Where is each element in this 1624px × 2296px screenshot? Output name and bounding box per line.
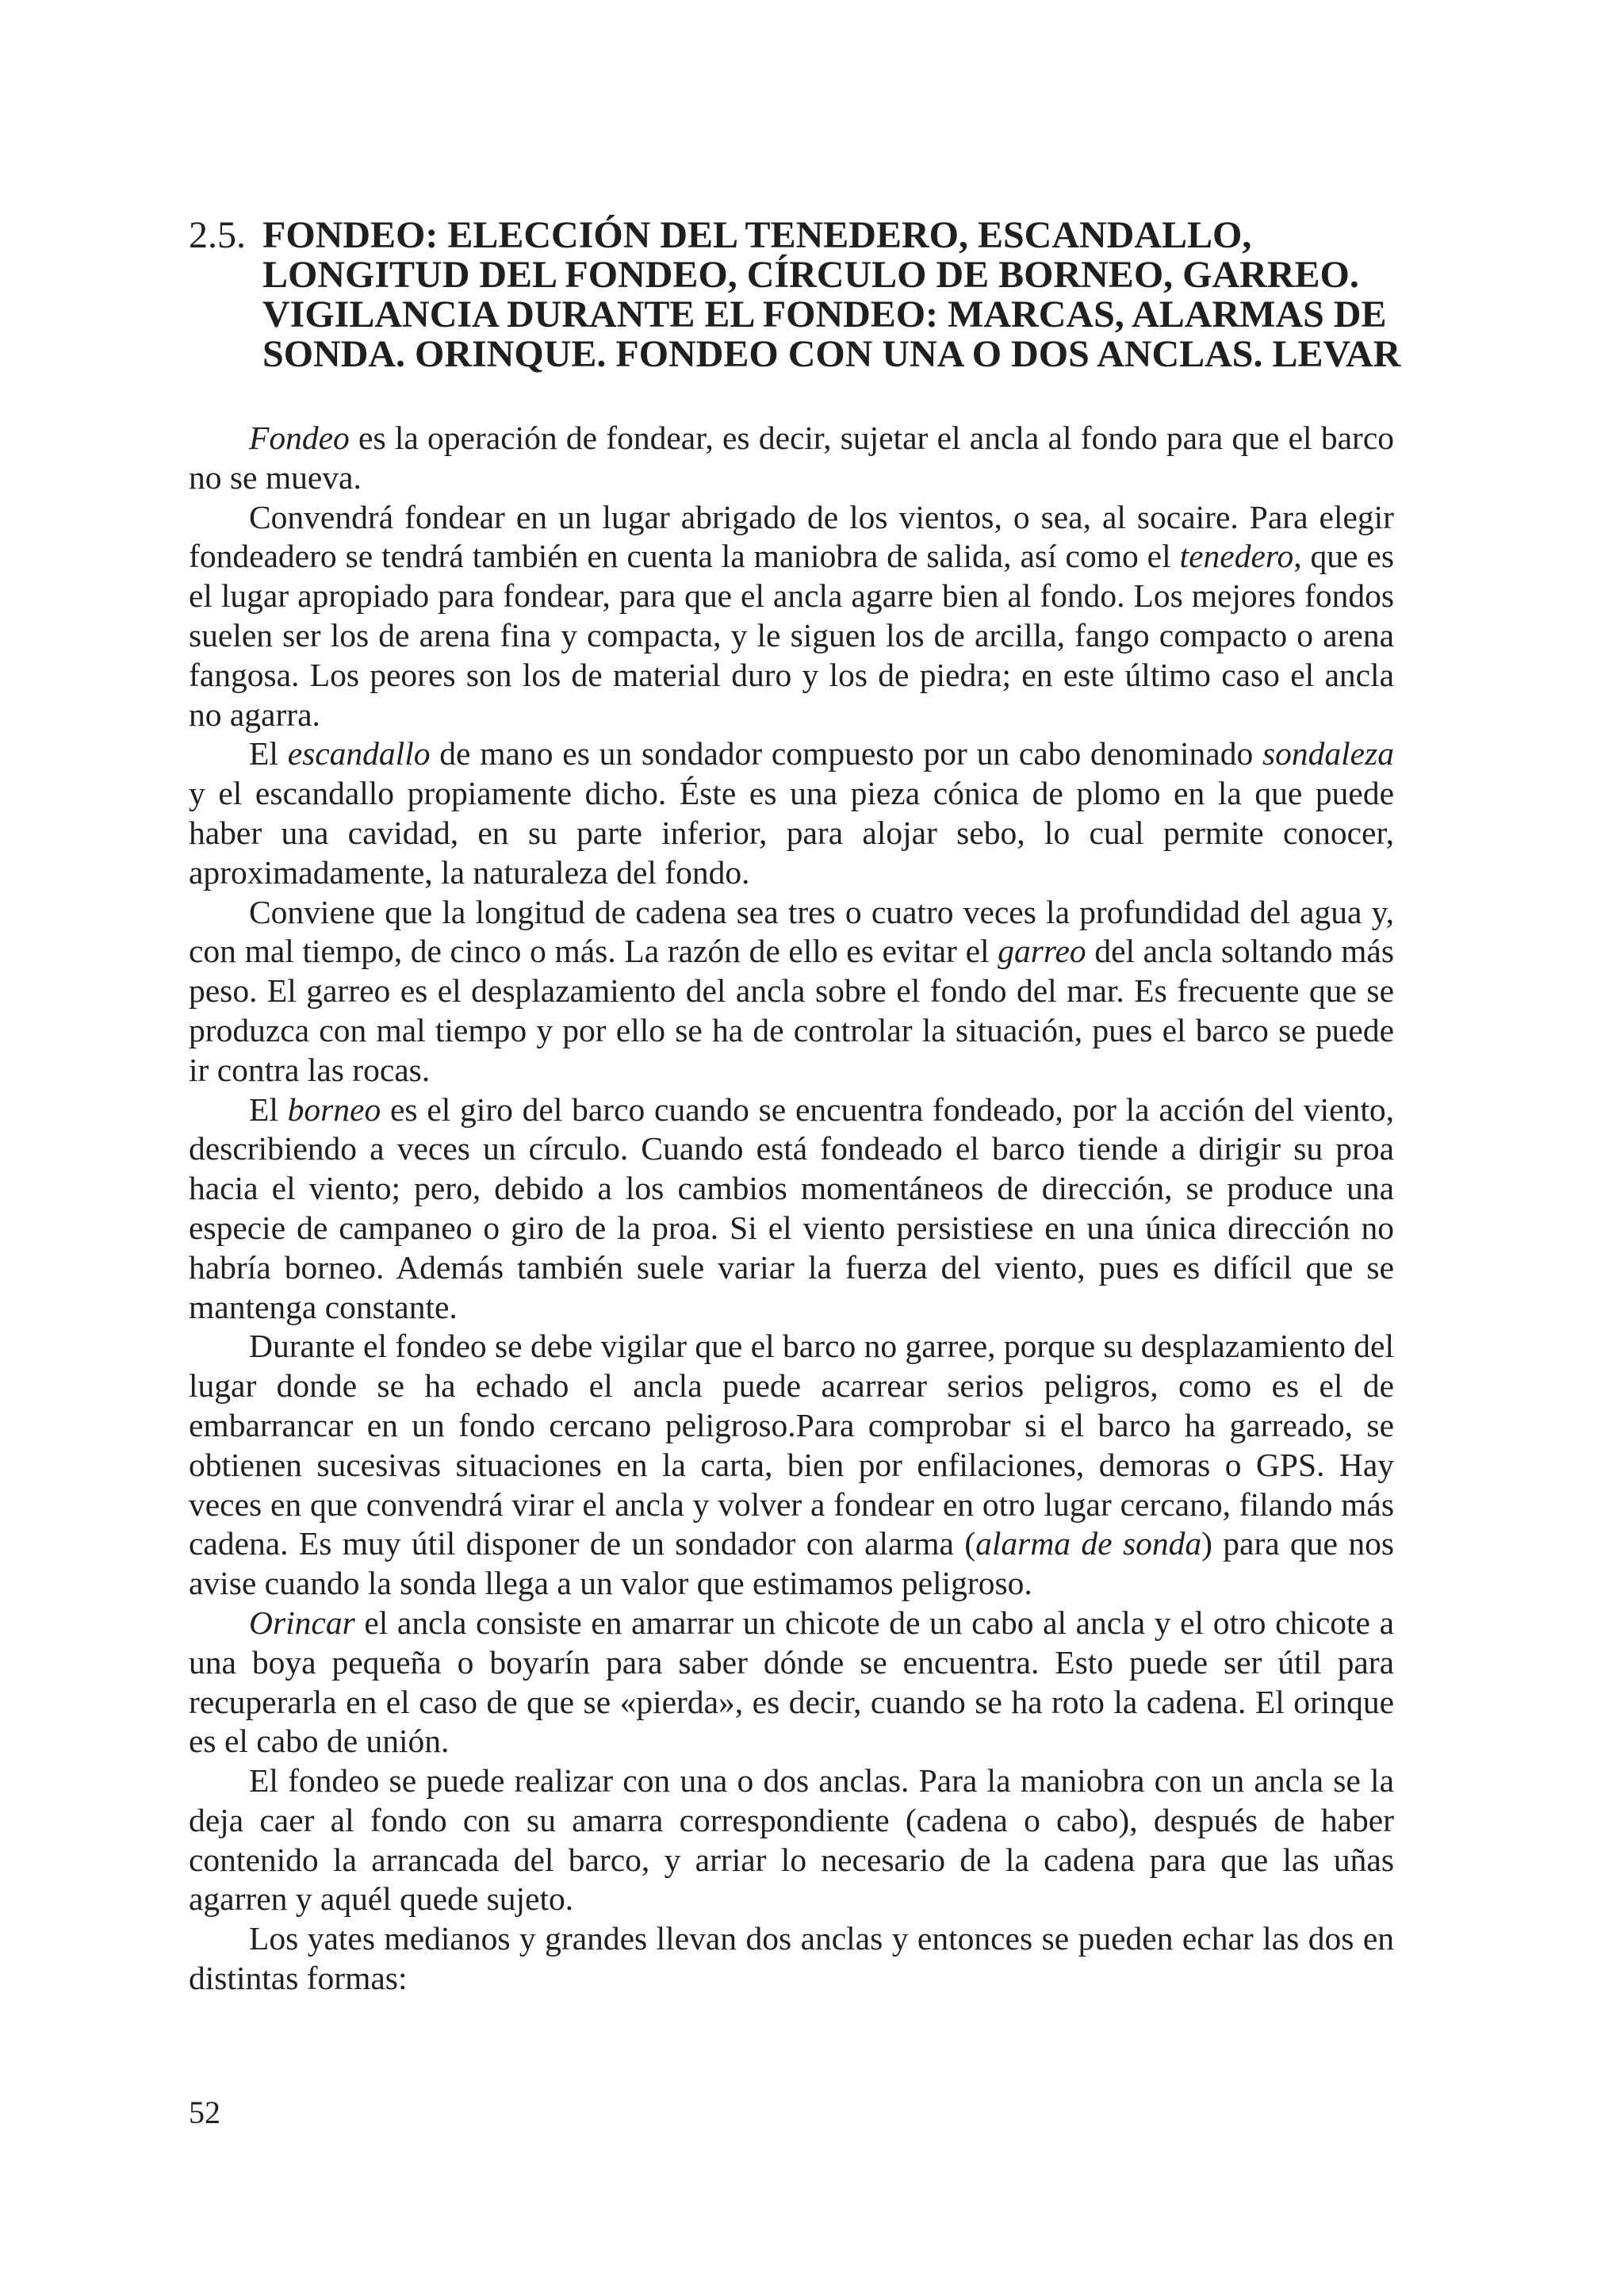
paragraph-fondeo: Fondeo es la operación de fondear, es decir, sujetar el ancla al fondo para que el barco no se mueva. xyxy=(189,420,1394,496)
paragraph-escandallo: El escandallo de mano es un sondador compuesto por un cabo denominado sondaleza y el escandallo propiamente dicho. Éste es una pieza cónica de plomo en la que puede haber una cavidad, en su parte inferior, para alojar sebo, lo cual permite conocer, aproximadamente, la naturaleza del fondo. xyxy=(189,735,1394,891)
paragraph-vigilancia: Durante el fondeo se debe vigilar que el barco no garree, porque su desplazamiento del lugar donde se ha echado el ancla puede acarrear serios peligros, como es el de embarrancar en un fondo cercano peligroso.Para comprobar si el barco ha garreado, se obtienen sucesivas situaciones en la carta, bien por enfilaciones, demoras o GPS. Hay veces en que convendrá virar el ancla y volver a fondear en otro lugar cercano, filando más cadena. Es muy útil disponer de un sondador con alarma (alarma de sonda) para que nos avise cuando la sonda llega a un valor que estimamos peligroso. xyxy=(189,1328,1394,1602)
section-title xyxy=(262,214,1401,375)
section-title-line: FONDEO: ELECCIÓN DEL TENEDERO, ESCANDALLO, xyxy=(262,214,1252,256)
body-text xyxy=(189,419,1394,1999)
term-garreo: garreo xyxy=(998,933,1086,970)
paragraph-una-o-dos-anclas: El fondeo se puede realizar con una o dos anclas. Para la maniobra con un ancla se la deja caer al fondo con su amarra correspondiente (cadena o cabo), después de haber contenido la arrancada del barco, y arriar lo necesario de la cadena para que las uñas agarren y aquél quede sujeto. xyxy=(189,1762,1394,1918)
section-number: 2.5. xyxy=(189,214,246,256)
term-tenedero: tenedero xyxy=(1179,538,1294,575)
term-borneo: borneo xyxy=(287,1091,381,1128)
paragraph-borneo: El borneo es el giro del barco cuando se encuentra fondeado, por la acción del viento, describiendo a veces un círculo. Cuando está fondeado el barco tiende a dirigir su proa hacia el viento; pero, debido a los cambios momentáneos de dirección, se produce una especie de campaneo o giro de la proa. Si el viento persistiese en una única dirección no habría borneo. Además también suele variar la fuerza del viento, pues es difícil que se mantenga constante. xyxy=(189,1091,1394,1325)
term-escandallo: escandallo xyxy=(287,735,431,772)
paragraph-orinque: Orincar el ancla consiste en amarrar un chicote de un cabo al ancla y el otro chicote a una boya pequeña o boyarín para saber dónde se encuentra. Esto puede ser útil para recuperarla en el caso de que se «pierda», es decir, cuando se ha roto la cadena. El orinque es el cabo de unión. xyxy=(189,1604,1394,1760)
section-title-line: SONDA. ORINQUE. FONDEO CON UNA O DOS ANCLAS. LEVAR xyxy=(262,333,1401,375)
paragraph-yates: Los yates medianos y grandes llevan dos anclas y entonces se pueden echar las dos en distintas formas: xyxy=(189,1920,1394,1997)
term-sondaleza: sondaleza xyxy=(1262,735,1394,772)
term-alarma-de-sonda: alarma de sonda xyxy=(975,1525,1202,1562)
paragraph-socaire: Convendrá fondear en un lugar abrigado de los vientos, o sea, al socaire. Para elegir fondeadero se tendrá también en cuenta la maniobra de salida, así como el tenedero, que es el lugar apropiado para fondear, para que el ancla agarre bien al fondo. Los mejores fondos suelen ser los de arena fina y compacta, y le siguen los de arcilla, fango compacto o arena fangosa. Los peores son los de material duro y los de piedra; en este último caso el ancla no agarra. xyxy=(189,498,1394,733)
section-title-line: VIGILANCIA DURANTE EL FONDEO: MARCAS, ALARMAS DE xyxy=(262,293,1387,335)
paragraph-garreo: Conviene que la longitud de cadena sea tres o cuatro veces la profundidad del agua y, con mal tiempo, de cinco o más. La razón de ello es evitar el garreo del ancla soltando más peso. El garreo es el desplazamiento del ancla sobre el fondo del mar. Es frecuente que se produzca con mal tiempo y por ello se ha de controlar la situación, pues el barco se puede ir contra las rocas. xyxy=(189,893,1394,1088)
term-fondeo: Fondeo xyxy=(249,420,350,456)
term-orincar: Orincar xyxy=(249,1604,355,1641)
page-number: 52 xyxy=(189,2095,220,2130)
section-title-line: LONGITUD DEL FONDEO, CÍRCULO DE BORNEO, GARREO. xyxy=(262,254,1359,296)
